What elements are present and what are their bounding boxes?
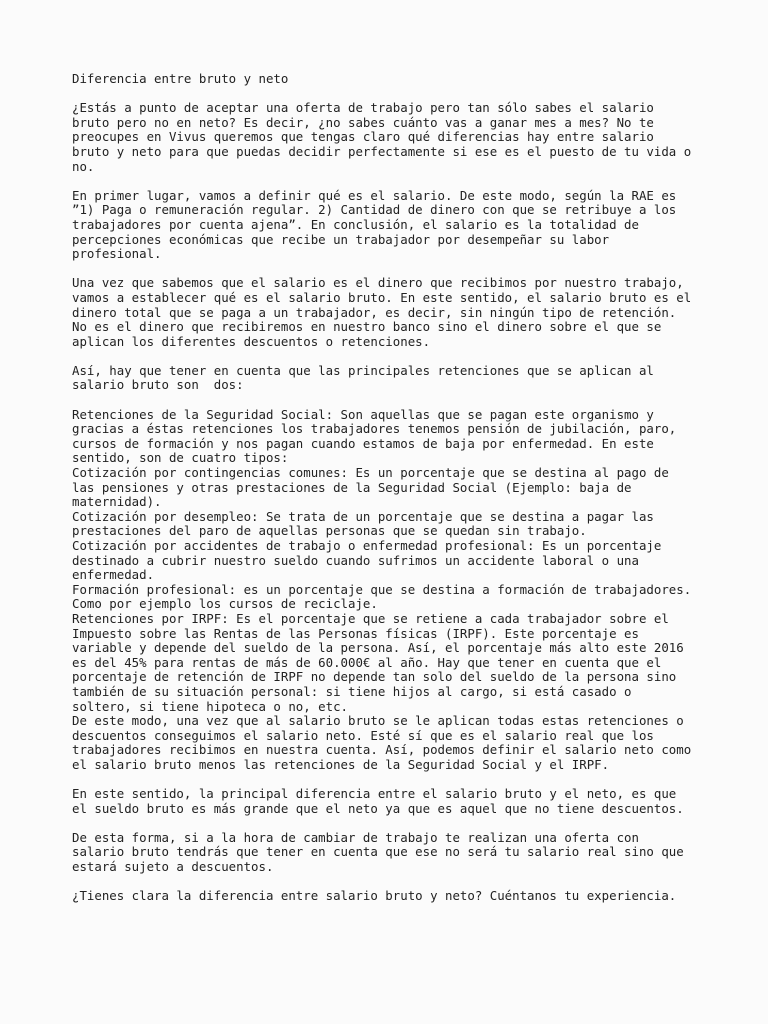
- paragraph: [72, 889, 732, 904]
- text-line: vamos a establecer qué es el salario bruto. En este sentido, el salario bruto es el: [72, 289, 692, 305]
- text-line: salario bruto son dos:: [72, 377, 244, 393]
- paragraph-gap: [72, 262, 732, 277]
- document-body: [72, 72, 732, 904]
- paragraph-gap: [72, 174, 732, 189]
- text-line: enfermedad.: [72, 567, 155, 583]
- paragraph-gap: [72, 349, 732, 364]
- text-line: salario bruto tendrás que tener en cuenta que ese no será tu salario real sino que: [72, 844, 684, 860]
- text-line: descuentos conseguimos el salario neto. Esté sí que es el salario real que los: [72, 727, 654, 743]
- text-line: también de su situación personal: si tiene hijos al cargo, si está casado o: [72, 683, 632, 699]
- text-line: el salario bruto menos las retenciones de la Seguridad Social y el IRPF.: [72, 756, 610, 772]
- paragraph: [72, 101, 732, 174]
- text-line: profesional.: [72, 246, 162, 262]
- text-line: Como por ejemplo los cursos de reciclaje.: [72, 596, 378, 612]
- paragraph: [72, 364, 732, 393]
- text-line: trabajadores recibimos en nuestra cuenta. Así, podemos definir el salario neto como: [72, 742, 692, 758]
- text-line: las pensiones y otras prestaciones de la Seguridad Social (Ejemplo: baja de: [72, 479, 632, 495]
- text-line: preocupes en Vivus queremos que tengas claro qué diferencias hay entre salario: [72, 129, 654, 145]
- text-line: ”1) Paga o remuneración regular. 2) Cantidad de dinero con que se retribuye a los: [72, 202, 677, 218]
- text-line: destinado a cubrir nuestro sueldo cuando sufrimos un accidente laboral o una: [72, 552, 639, 568]
- text-line: soltero, si tiene hipoteca o no, etc.: [72, 698, 349, 714]
- text-line: Impuesto sobre las Rentas de las Personas físicas (IRPF). Este porcentaje es: [72, 625, 639, 641]
- text-line: Así, hay que tener en cuenta que las principales retenciones que se aplican al: [72, 362, 654, 378]
- paragraph-gap: [72, 875, 732, 890]
- text-line: trabajadores por cuenta ajena”. En conclusión, el salario es la totalidad de: [72, 216, 639, 232]
- paragraph-gap: [72, 816, 732, 831]
- text-line: maternidad).: [72, 494, 162, 510]
- text-line: es del 45% para rentas de más de 60.000€ al año. Hay que tener en cuenta que el: [72, 654, 662, 670]
- paragraph-gap: [72, 393, 732, 408]
- text-line: Retenciones de la Seguridad Social: Son aquellas que se pagan este organismo y: [72, 406, 654, 422]
- text-line: Cotización por accidentes de trabajo o enfermedad profesional: Es un porcentaje: [72, 538, 662, 553]
- text-line: dinero total que se paga a un trabajador, es decir, sin ningún tipo de retención.: [72, 304, 677, 320]
- paragraph-gap: [72, 773, 732, 788]
- paragraph: [72, 408, 732, 773]
- text-line: Formación profesional: es un porcentaje que se destina a formación de trabajadores.: [72, 581, 692, 597]
- text-line: En este sentido, la principal diferencia entre el salario bruto y el neto, es que: [72, 786, 677, 802]
- text-line: Retenciones por IRPF: Es el porcentaje que se retiene a cada trabajador sobre el: [72, 610, 669, 626]
- text-line: gracias a éstas retenciones los trabajadores tenemos pensión de jubilación, paro,: [72, 421, 677, 437]
- text-line: bruto y neto para que puedas decidir perfectamente si ese es el puesto de tu vida o: [72, 143, 692, 159]
- text-line: ¿Tienes clara la diferencia entre salario bruto y neto? Cuéntanos tu experiencia.: [72, 888, 677, 904]
- document-title: Diferencia entre bruto y neto: [72, 71, 289, 86]
- text-line: cursos de formación y nos pagan cuando estamos de baja por enfermedad. En este: [72, 435, 654, 451]
- text-line: aplican los diferentes descuentos o retenciones.: [72, 333, 431, 349]
- paragraph: [72, 276, 732, 349]
- text-line: Cotización por desempleo: Se trata de un porcentaje que se destina a pagar las: [72, 508, 654, 524]
- text-line: variable y depende del sueldo de la persona. Así, el porcentaje más alto este 2016: [72, 640, 684, 656]
- text-line: En primer lugar, vamos a definir qué es el salario. De este modo, según la RAE es: [72, 187, 677, 203]
- text-line: sentido, son de cuatro tipos:: [72, 450, 289, 466]
- text-line: De este modo, una vez que al salario bruto se le aplican todas estas retenciones o: [72, 713, 684, 729]
- text-line: no.: [72, 158, 95, 174]
- text-line: estará sujeto a descuentos.: [72, 859, 274, 875]
- text-line: Cotización por contingencias comunes: Es un porcentaje que se destina al pago de: [72, 465, 669, 481]
- text-line: percepciones económicas que recibe un trabajador por desempeñar su labor: [72, 231, 610, 247]
- text-line: prestaciones del paro de aquellas personas que se quedan sin trabajo.: [72, 523, 587, 539]
- text-line: No es el dinero que recibiremos en nuestro banco sino el dinero sobre el que se: [72, 319, 662, 335]
- text-line: el sueldo bruto es más grande que el neto ya que es aquel que no tiene descuentos.: [72, 800, 684, 816]
- text-line: De esta forma, si a la hora de cambiar de trabajo te realizan una oferta con: [72, 829, 639, 845]
- text-line: ¿Estás a punto de aceptar una oferta de trabajo pero tan sólo sabes el salario: [72, 100, 654, 116]
- text-line: Una vez que sabemos que el salario es el dinero que recibimos por nuestro trabajo,: [72, 275, 684, 291]
- paragraph: [72, 831, 732, 875]
- paragraph-gap: [72, 87, 732, 102]
- paragraph-list: [72, 101, 732, 904]
- text-line: bruto pero no en neto? Es decir, ¿no sabes cuánto vas a ganar mes a mes? No te: [72, 114, 654, 130]
- text-line: porcentaje de retención de IRPF no depende tan solo del sueldo de la persona sino: [72, 669, 677, 685]
- paragraph: [72, 787, 732, 816]
- paragraph: [72, 189, 732, 262]
